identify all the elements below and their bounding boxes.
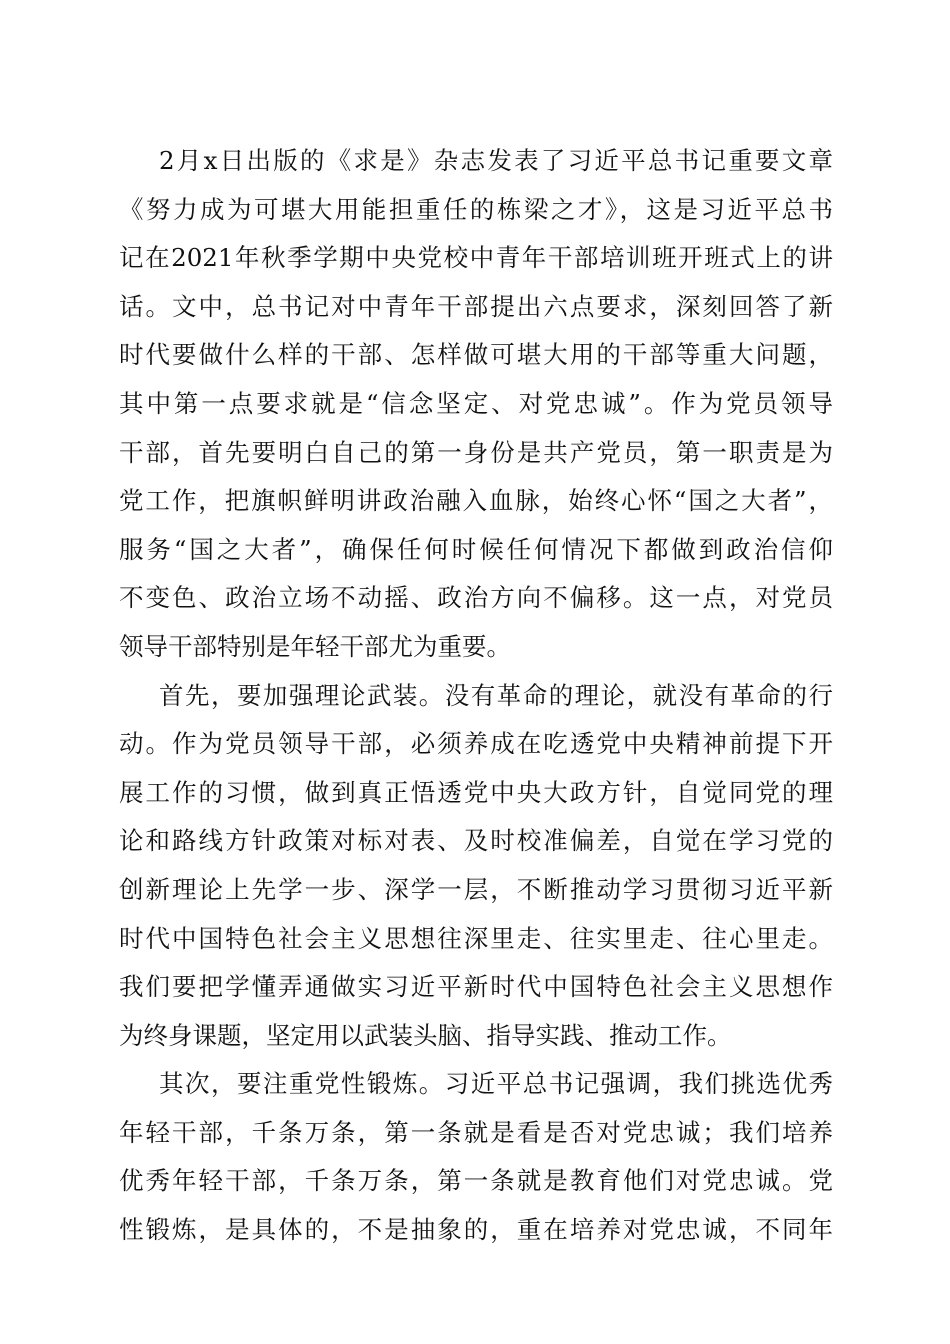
text-line: 时代要做什么样的干部、怎样做可堪大用的干部等重大问题，: [119, 340, 833, 370]
text-line: 话。文中，总书记对中青年干部提出六点要求，深刻回答了新: [119, 291, 833, 321]
text-line: 领导干部特别是年轻干部尤为重要。: [119, 631, 511, 661]
text-line: 优秀年轻干部，千条万条，第一条就是教育他们对党忠诚。党: [119, 1166, 833, 1196]
text-line: 记在2021年秋季学期中央党校中青年干部培训班开班式上的讲: [119, 243, 833, 273]
text-line: 年轻干部，千条万条，第一条就是看是否对党忠诚；我们培养: [119, 1117, 833, 1147]
text-line: 不变色、政治立场不动摇、政治方向不偏移。这一点，对党员: [119, 583, 833, 613]
text-line: 展工作的习惯，做到真正悟透党中央大政方针，自觉同党的理: [119, 777, 833, 807]
paragraph-intro: [119, 146, 833, 681]
text-line: 时代中国特色社会主义思想往深里走、往实里走、往心里走。: [119, 923, 833, 953]
text-line: 党工作，把旗帜鲜明讲政治融入血脉，始终心怀“国之大者”，: [119, 486, 833, 516]
text-line: 论和路线方针政策对标对表、及时校准偏差，自觉在学习党的: [119, 826, 833, 856]
text-line: 首先，要加强理论武装。没有革命的理论，就没有革命的行: [159, 680, 833, 710]
text-line: 我们要把学懂弄通做实习近平新时代中国特色社会主义思想作: [119, 972, 833, 1002]
text-line: 创新理论上先学一步、深学一层，不断推动学习贯彻习近平新: [119, 874, 833, 904]
document-page: [119, 146, 833, 1264]
text-line: 为终身课题，坚定用以武装头脑、指导实践、推动工作。: [119, 1020, 732, 1050]
text-line: 干部，首先要明白自己的第一身份是共产党员，第一职责是为: [119, 437, 833, 467]
text-line: 其中第一点要求就是“信念坚定、对党忠诚”。作为党员领导: [119, 388, 833, 418]
text-line: 其次，要注重党性锻炼。习近平总书记强调，我们挑选优秀: [159, 1069, 833, 1099]
text-line: 《努力成为可堪大用能担重任的栋梁之才》，这是习近平总书: [119, 194, 833, 224]
text-line: 2月x日出版的《求是》杂志发表了习近平总书记重要文章: [159, 146, 833, 175]
paragraph-theory: [119, 681, 833, 1070]
text-line: 性锻炼，是具体的，不是抽象的，重在培养对党忠诚，不同年: [119, 1215, 833, 1245]
paragraph-party-spirit: [119, 1069, 833, 1263]
text-line: 动。作为党员领导干部，必须养成在吃透党中央精神前提下开: [119, 729, 833, 759]
text-line: 服务“国之大者”，确保任何时候任何情况下都做到政治信仰: [119, 534, 833, 564]
